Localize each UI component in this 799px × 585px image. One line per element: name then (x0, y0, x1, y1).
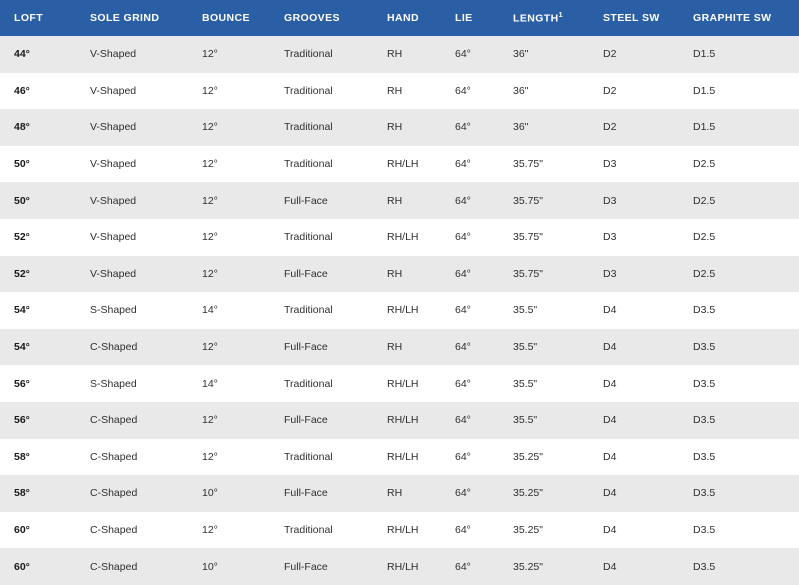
table-header-row (0, 0, 799, 36)
table-cell: 14° (188, 365, 270, 402)
table-cell: RH/LH (373, 439, 441, 476)
table-cell: V-Shaped (76, 182, 188, 219)
table-row (0, 512, 799, 549)
table-cell: D1.5 (679, 73, 799, 110)
table-row (0, 219, 799, 256)
table-cell: 64° (441, 402, 499, 439)
table-cell: 64° (441, 73, 499, 110)
table-row (0, 146, 799, 183)
table-cell: D2.5 (679, 256, 799, 293)
table-cell: D3.5 (679, 402, 799, 439)
table-cell: 64° (441, 146, 499, 183)
table-cell: D3 (589, 146, 679, 183)
table-cell: Traditional (270, 109, 373, 146)
table-cell: D2 (589, 109, 679, 146)
cell-loft: 52° (0, 219, 76, 256)
table-cell: D3.5 (679, 292, 799, 329)
table-cell: 12° (188, 109, 270, 146)
table-cell: 36" (499, 109, 589, 146)
table-cell: Traditional (270, 219, 373, 256)
table-cell: D3.5 (679, 475, 799, 512)
table-cell: D4 (589, 292, 679, 329)
table-cell: D2.5 (679, 182, 799, 219)
table-cell: C-Shaped (76, 512, 188, 549)
cell-loft: 58° (0, 475, 76, 512)
table-cell: 64° (441, 548, 499, 585)
column-header-hand: HAND (373, 0, 441, 36)
column-header-lie: LIE (441, 0, 499, 36)
table-cell: V-Shaped (76, 146, 188, 183)
table-cell: 12° (188, 402, 270, 439)
table-cell: 64° (441, 439, 499, 476)
table-cell: Full-Face (270, 548, 373, 585)
table-cell: C-Shaped (76, 402, 188, 439)
table-cell: Traditional (270, 512, 373, 549)
table-cell: D1.5 (679, 109, 799, 146)
table-cell: RH (373, 36, 441, 73)
table-cell: D3 (589, 182, 679, 219)
column-header-bounce: BOUNCE (188, 0, 270, 36)
cell-loft: 54° (0, 292, 76, 329)
table-row (0, 256, 799, 293)
table-row (0, 402, 799, 439)
table-cell: 12° (188, 512, 270, 549)
table-cell: RH (373, 182, 441, 219)
cell-loft: 58° (0, 439, 76, 476)
table-row (0, 475, 799, 512)
table-cell: V-Shaped (76, 36, 188, 73)
table-cell: 64° (441, 109, 499, 146)
table-row (0, 439, 799, 476)
column-header-length: LENGTH$^1$ (499, 0, 589, 36)
table-cell: D3.5 (679, 439, 799, 476)
table-cell: D3.5 (679, 512, 799, 549)
table-cell: 10° (188, 475, 270, 512)
table-cell: 35.75" (499, 182, 589, 219)
table-cell: 35.5" (499, 365, 589, 402)
table-cell: D4 (589, 548, 679, 585)
table-cell: Traditional (270, 73, 373, 110)
column-header-sole-grind: SOLE GRIND (76, 0, 188, 36)
table-cell: 12° (188, 439, 270, 476)
table-cell: D3.5 (679, 548, 799, 585)
table-cell: S-Shaped (76, 292, 188, 329)
table-cell: 64° (441, 219, 499, 256)
table-cell: D4 (589, 512, 679, 549)
table-cell: D4 (589, 329, 679, 366)
table-cell: D3.5 (679, 365, 799, 402)
table-cell: V-Shaped (76, 109, 188, 146)
table-cell: Traditional (270, 36, 373, 73)
table-row (0, 109, 799, 146)
table-cell: D2 (589, 36, 679, 73)
table-cell: D4 (589, 402, 679, 439)
table-cell: 64° (441, 36, 499, 73)
table-cell: D3.5 (679, 329, 799, 366)
table-cell: D2.5 (679, 219, 799, 256)
column-header-grooves: GROOVES (270, 0, 373, 36)
length-footnote-marker: 1 (558, 11, 563, 19)
table-row (0, 73, 799, 110)
table-cell: 64° (441, 329, 499, 366)
table-cell: RH (373, 475, 441, 512)
table-cell: 12° (188, 73, 270, 110)
table-cell: RH/LH (373, 548, 441, 585)
table-cell: 36" (499, 36, 589, 73)
table-cell: D2.5 (679, 146, 799, 183)
table-cell: 36" (499, 73, 589, 110)
table-cell: 35.5" (499, 292, 589, 329)
table-cell: RH/LH (373, 365, 441, 402)
table-cell: 12° (188, 219, 270, 256)
table-cell: V-Shaped (76, 256, 188, 293)
cell-loft: 60° (0, 548, 76, 585)
table-cell: RH/LH (373, 402, 441, 439)
table-cell: 12° (188, 146, 270, 183)
table-cell: 64° (441, 475, 499, 512)
cell-loft: 56° (0, 402, 76, 439)
table-cell: C-Shaped (76, 329, 188, 366)
table-cell: Full-Face (270, 475, 373, 512)
table-row (0, 182, 799, 219)
table-cell: 35.75" (499, 256, 589, 293)
cell-loft: 60° (0, 512, 76, 549)
column-header-graphite-sw: GRAPHITE SW (679, 0, 799, 36)
cell-loft: 52° (0, 256, 76, 293)
cell-loft: 46° (0, 73, 76, 110)
table-row (0, 365, 799, 402)
table-row (0, 36, 799, 73)
table-cell: Traditional (270, 292, 373, 329)
table-cell: 35.25" (499, 512, 589, 549)
cell-loft: 56° (0, 365, 76, 402)
table-cell: RH/LH (373, 219, 441, 256)
table-cell: Full-Face (270, 182, 373, 219)
table-cell: C-Shaped (76, 475, 188, 512)
table-cell: S-Shaped (76, 365, 188, 402)
table-cell: C-Shaped (76, 548, 188, 585)
table-cell: Traditional (270, 439, 373, 476)
table-cell: V-Shaped (76, 73, 188, 110)
table-cell: 35.5" (499, 329, 589, 366)
table-cell: V-Shaped (76, 219, 188, 256)
table-cell: RH (373, 73, 441, 110)
table-cell: 35.25" (499, 548, 589, 585)
table-cell: D1.5 (679, 36, 799, 73)
table-cell: 14° (188, 292, 270, 329)
table-cell: RH/LH (373, 292, 441, 329)
table-cell: Full-Face (270, 329, 373, 366)
cell-loft: 48° (0, 109, 76, 146)
table-cell: 35.25" (499, 439, 589, 476)
cell-loft: 50° (0, 182, 76, 219)
table-cell: Full-Face (270, 256, 373, 293)
table-cell: 10° (188, 548, 270, 585)
table-cell: 64° (441, 512, 499, 549)
table-cell: RH (373, 109, 441, 146)
table-cell: 12° (188, 182, 270, 219)
table-cell: Traditional (270, 146, 373, 183)
table-cell: 35.75" (499, 146, 589, 183)
table-cell: 35.5" (499, 402, 589, 439)
table-body (0, 36, 799, 585)
table-cell: RH (373, 256, 441, 293)
cell-loft: 54° (0, 329, 76, 366)
table-row (0, 292, 799, 329)
table-cell: 64° (441, 182, 499, 219)
table-cell: D3 (589, 219, 679, 256)
table-cell: Traditional (270, 365, 373, 402)
table-cell: D3 (589, 256, 679, 293)
table-cell: RH/LH (373, 146, 441, 183)
table-cell: 64° (441, 256, 499, 293)
table-cell: RH/LH (373, 512, 441, 549)
table-cell: C-Shaped (76, 439, 188, 476)
table-cell: D4 (589, 365, 679, 402)
table-cell: 64° (441, 365, 499, 402)
table-cell: D2 (589, 73, 679, 110)
table-cell: D4 (589, 439, 679, 476)
table-cell: Full-Face (270, 402, 373, 439)
column-header-steel-sw: STEEL SW (589, 0, 679, 36)
table-cell: 12° (188, 256, 270, 293)
table-cell: 35.25" (499, 475, 589, 512)
table-cell: D4 (589, 475, 679, 512)
table-header (0, 0, 799, 36)
table-row (0, 329, 799, 366)
column-header-loft: LOFT (0, 0, 76, 36)
table-cell: 12° (188, 329, 270, 366)
cell-loft: 44° (0, 36, 76, 73)
table-cell: RH (373, 329, 441, 366)
cell-loft: 50° (0, 146, 76, 183)
table-cell: 35.75" (499, 219, 589, 256)
table-cell: 64° (441, 292, 499, 329)
table-cell: 12° (188, 36, 270, 73)
